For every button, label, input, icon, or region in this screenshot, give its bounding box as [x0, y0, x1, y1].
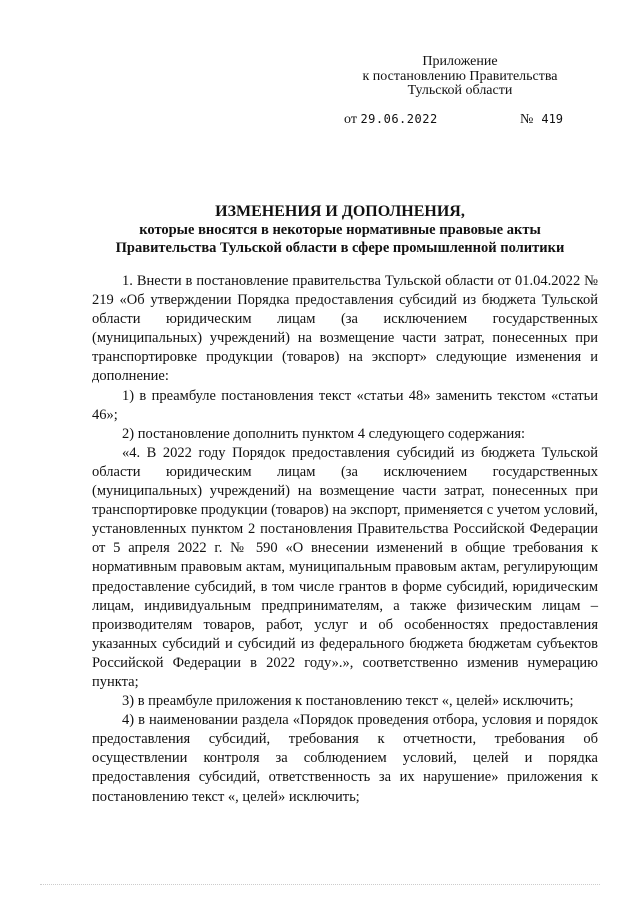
date-prefix: от: [344, 112, 357, 127]
document-date: [344, 112, 438, 128]
appendix-block: [340, 55, 580, 99]
number-value: 419: [541, 112, 564, 126]
heading-subtitle-1: которые вносятся в некоторые нормативные правовые акты: [139, 222, 541, 238]
document-number: [520, 112, 563, 128]
appendix-line-1: Приложение: [422, 54, 498, 69]
document-body: [92, 272, 598, 807]
paragraph-2: 1) в преамбуле постановления текст «статьи 48» заменить текстом «статьи 46»;: [92, 387, 598, 423]
paragraph-4: «4. В 2022 году Порядок предоставления субсидий из бюджета Тульской области юридическим лицам (за исключением государственных (муниципальных) учреждений) на возмещение части затрат, понесенных при транспортировке продукции (товаров) на экспорт, применяется с учетом условий, установленных пунктом 2 постановления Правительства Российской Федерации от 5 апреля 2022 г. № 590 «О внесении изменений в общие требования к нормативным правовым актам, муниципальным правовым актам, регулирующим предоставление субсидий, в том числе грантов в форме субсидий, юридическим лицам, индивидуальным предпринимателям, а также физическим лицам – производителям товаров, работ, услуг и об особенностях предоставления указанных субсидий и субсидий из федерального бюджета бюджетам субъектов Российской Федерации в 2022 году».», соответственно изменив нумерацию пункта;: [92, 444, 598, 690]
paragraph-1: 1. Внести в постановление правительства Тульской области от 01.04.2022 № 219 «Об утверждении Порядка предоставления субсидий из бюджета Тульской области юридическим лицам (за исключением государственных (муниципальных) учреждений) на возмещение части затрат, понесенных при транспортировке продукции (товаров) на экспорт» следующие изменения и дополнение:: [92, 273, 598, 385]
scan-artifact-line: [40, 884, 600, 889]
appendix-line-3: Тульской области: [407, 83, 513, 98]
date-value: 29.06.2022: [360, 112, 438, 126]
heading-title: ИЗМЕНЕНИЯ И ДОПОЛНЕНИЯ,: [215, 203, 465, 220]
appendix-line-2: к постановлению Правительства: [362, 68, 558, 84]
paragraph-6: 4) в наименовании раздела «Порядок проведения отбора, условия и порядок предоставления субсидий, требования к отчетности, требования об осуществлении контроля за соблюдением условий, целей и порядка предоставления субсидий, ответственность за их нарушение» приложения к постановлению текст «, целей» исключить;: [92, 712, 598, 805]
document-heading: [80, 203, 600, 257]
paragraph-3: 2) постановление дополнить пунктом 4 следующего содержания:: [122, 425, 526, 442]
paragraph-5: 3) в преамбуле приложения к постановлению текст «, целей» исключить;: [122, 693, 574, 710]
heading-subtitle-2: Правительства Тульской области в сфере промышленной политики: [115, 240, 565, 256]
number-label: №: [520, 112, 534, 127]
